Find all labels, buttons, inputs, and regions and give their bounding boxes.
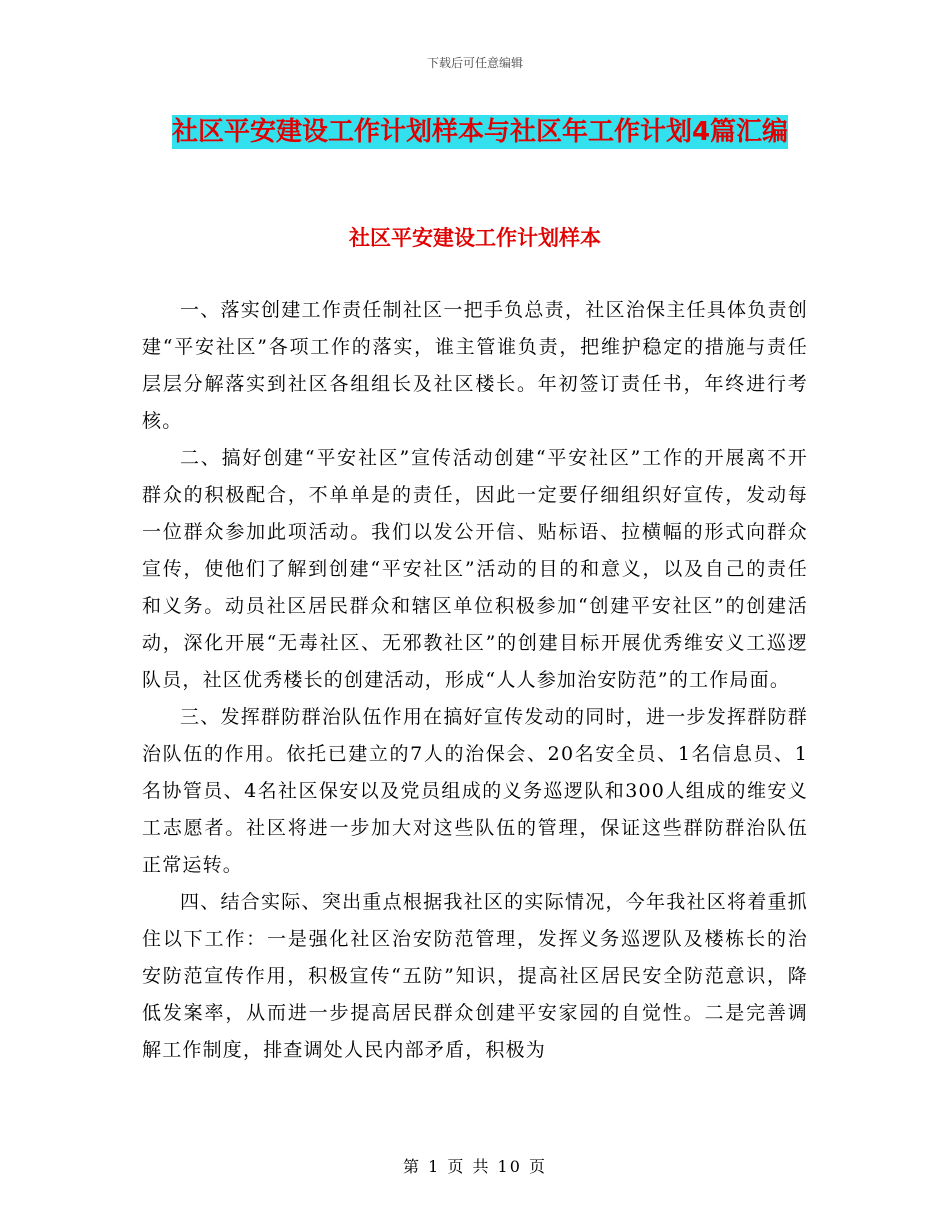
document-title: [150, 108, 810, 156]
paragraph-4: 四、结合实际、突出重点根据我社区的实际情况，今年我社区将着重抓住以下工作：一是强化社区治安防范管理，发挥义务巡逻队及楼栋长的治安防范宣传作用，积极宣传“五防”知识，提高社区居民安全防范意识，降低发案率，从而进一步提高居民群众创建平安家园的自觉性。二是完善调解工作制度，排查调处人民内部矛盾，积极为: [142, 891, 808, 1061]
document-title-text: 社区平安建设工作计划样本与社区年工作计划4篇汇编: [171, 117, 789, 147]
page-footer: 第 1 页 共 10 页: [403, 1157, 547, 1176]
paragraph-2: 二、搞好创建“平安社区”宣传活动创建“平安社区”工作的开展离不开群众的积极配合，不单单是的责任，因此一定要仔细组织好宣传，发动每一位群众参加此项活动。我们以发公开信、贴标语、拉横幅的形式向群众宣传，使他们了解到创建“平安社区”活动的目的和意义，以及自己的责任和义务。动员社区居民群众和辖区单位积极参加“创建平安社区”的创建活动，深化开展“无毒社区、无邪教社区”的创建目标开展优秀维安义工巡逻队员，社区优秀楼长的创建活动，形成“人人参加治安防范”的工作局面。: [142, 447, 808, 691]
paragraph-1: 一、落实创建工作责任制社区一把手负总责，社区治保主任具体负责创建“平安社区”各项工作的落实，谁主管谁负责，把维护稳定的措施与责任层层分解落实到社区各组组长及社区楼长。年初签订责任书，年终进行考核。: [142, 299, 808, 432]
body-text: [142, 292, 808, 1069]
page-header-note: 下载后可任意编辑: [426, 56, 523, 70]
section-title: 社区平安建设工作计划样本: [349, 226, 601, 250]
paragraph-3: 三、发挥群防群治队伍作用在搞好宣传发动的同时，进一步发挥群防群治队伍的作用。依托已建立的7人的治保会、20名安全员、1名信息员、1名协管员、4名社区保安以及党员组成的义务巡逻队和300人组成的维安义工志愿者。社区将进一步加大对这些队伍的管理，保证这些群防群治队伍正常运转。: [142, 706, 808, 876]
